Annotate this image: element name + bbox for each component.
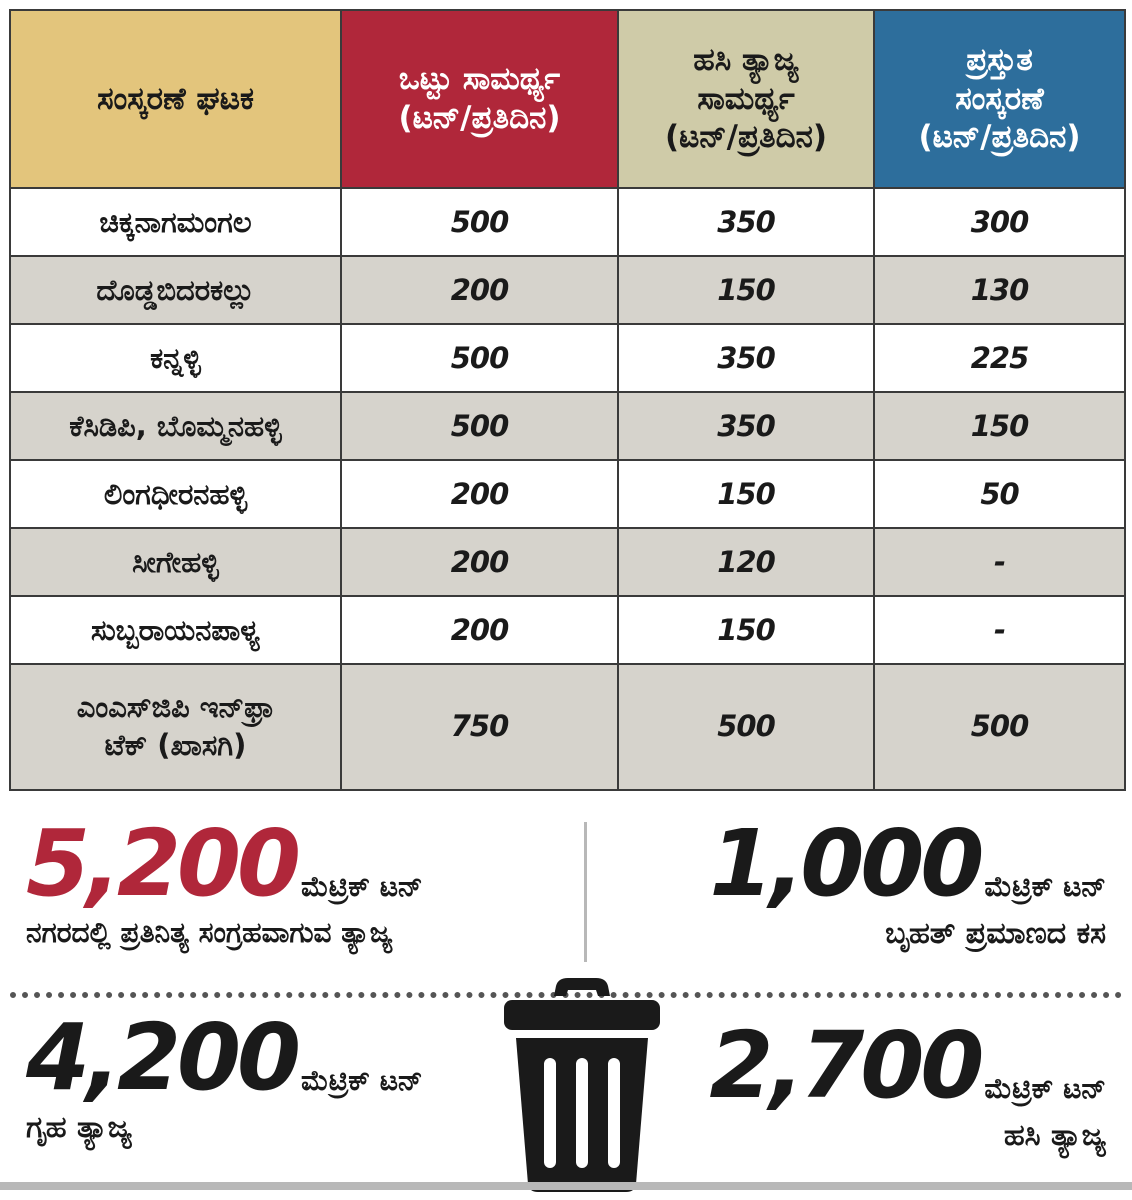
vertical-divider	[584, 822, 587, 962]
header-current-processing	[874, 10, 1125, 188]
wet-capacity: 120	[618, 528, 874, 596]
header-unit	[10, 10, 341, 188]
table-row	[10, 392, 1125, 460]
processing-units-table	[9, 9, 1126, 791]
stat-unit: ಮೆಟ್ರಿಕ್ ಟನ್	[301, 1064, 423, 1097]
wet-capacity: 150	[618, 256, 874, 324]
unit-name: ಸೀಗೇಹಳ್ಳಿ	[10, 528, 341, 596]
stat-description: ನಗರದಲ್ಲಿ ಪ್ರತಿನಿತ್ಯ ಸಂಗ್ರಹವಾಗುವ ತ್ಯಾಜ್ಯ	[26, 916, 393, 949]
header-total-line: (ಟನ್/ಪ್ರತಿದಿನ)	[398, 100, 561, 136]
current-processing: -	[874, 528, 1125, 596]
stat-city-total	[26, 810, 423, 950]
current-processing: 300	[874, 188, 1125, 256]
unit-name: ಕೆಸಿಡಿಪಿ, ಬೊಮ್ಮನಹಳ್ಳಿ	[10, 392, 341, 460]
header-wet-line: (ಟನ್/ಪ್ರತಿದಿನ)	[664, 119, 828, 156]
unit-name	[10, 664, 341, 790]
wet-capacity: 150	[618, 596, 874, 664]
header-current-line: ಸಂಸ್ಕರಣೆ	[955, 80, 1044, 117]
total-capacity: 200	[341, 596, 618, 664]
table-row	[10, 460, 1125, 528]
table-row	[10, 528, 1125, 596]
total-capacity: 200	[341, 256, 618, 324]
unit-name: ಸುಬ್ಬರಾಯನಪಾಳ್ಯ	[10, 596, 341, 664]
header-current-line: (ಟನ್/ಪ್ರತಿದಿನ)	[918, 119, 1081, 156]
stat-unit: ಮೆಟ್ರಿಕ್ ಟನ್	[984, 870, 1106, 903]
wet-capacity: 500	[618, 664, 874, 790]
current-processing: 225	[874, 324, 1125, 392]
table-row	[10, 256, 1125, 324]
stat-description: ಗೃಹ ತ್ಯಾಜ್ಯ	[26, 1110, 132, 1145]
stat-value: 5,200	[26, 810, 298, 917]
wet-capacity: 150	[618, 460, 874, 528]
current-processing: 50	[874, 460, 1125, 528]
header-total-line: ಒಟ್ಟು ಸಾಮರ್ಥ್ಯ	[398, 61, 561, 98]
unit-name: ದೊಡ್ಡಬಿದರಕಲ್ಲು	[10, 256, 341, 324]
table-row	[10, 324, 1125, 392]
header-wet-capacity	[618, 10, 874, 188]
header-total-capacity	[341, 10, 618, 188]
table-row	[10, 664, 1125, 790]
current-processing: 130	[874, 256, 1125, 324]
table-header-row	[10, 10, 1125, 188]
wet-capacity: 350	[618, 324, 874, 392]
table-row	[10, 596, 1125, 664]
stat-value: 1,000	[709, 810, 981, 917]
header-wet-line: ಹಸಿ ತ್ಯಾಜ್ಯ	[693, 41, 799, 78]
total-capacity: 200	[341, 528, 618, 596]
stat-wet-waste	[709, 1012, 1106, 1153]
total-capacity: 500	[341, 188, 618, 256]
unit-name: ಚಿಕ್ಕನಾಗಮಂಗಲ	[10, 188, 341, 256]
current-processing: 150	[874, 392, 1125, 460]
current-processing: 500	[874, 664, 1125, 790]
unit-name-line: ಟೆಕ್ (ಖಾಸಗಿ)	[104, 728, 247, 762]
header-wet-line: ಸಾಮರ್ಥ್ಯ	[697, 80, 795, 117]
stat-bulk	[709, 810, 1106, 951]
unit-name: ಕನ್ನಳ್ಳಿ	[10, 324, 341, 392]
stat-description: ಹಸಿ ತ್ಯಾಜ್ಯ	[1003, 1118, 1106, 1153]
stat-value: 2,700	[709, 1012, 981, 1119]
total-capacity: 750	[341, 664, 618, 790]
unit-name-line: ಎಂಎಸ್‌ಜಿಪಿ ಇನ್‌ಫ್ರಾ	[76, 690, 275, 725]
stat-unit: ಮೆಟ್ರಿಕ್ ಟನ್	[984, 1072, 1106, 1105]
stat-value: 4,200	[26, 1004, 298, 1111]
wet-capacity: 350	[618, 392, 874, 460]
wet-capacity: 350	[618, 188, 874, 256]
total-capacity: 500	[341, 392, 618, 460]
trash-bin-icon	[498, 978, 666, 1192]
total-capacity: 200	[341, 460, 618, 528]
table-row	[10, 188, 1125, 256]
stat-description: ಬೃಹತ್ ಪ್ರಮಾಣದ ಕಸ	[885, 916, 1106, 951]
total-capacity: 500	[341, 324, 618, 392]
unit-name: ಲಿಂಗಧೀರನಹಳ್ಳಿ	[10, 460, 341, 528]
stat-household	[26, 1004, 423, 1145]
current-processing: -	[874, 596, 1125, 664]
stat-unit: ಮೆಟ್ರಿಕ್ ಟನ್	[301, 870, 423, 903]
bottom-bar	[0, 1182, 1132, 1190]
header-current-line: ಪ್ರಸ್ತುತ	[966, 41, 1033, 78]
header-unit-label: ಸಂಸ್ಕರಣೆ ಘಟಕ	[97, 80, 254, 117]
